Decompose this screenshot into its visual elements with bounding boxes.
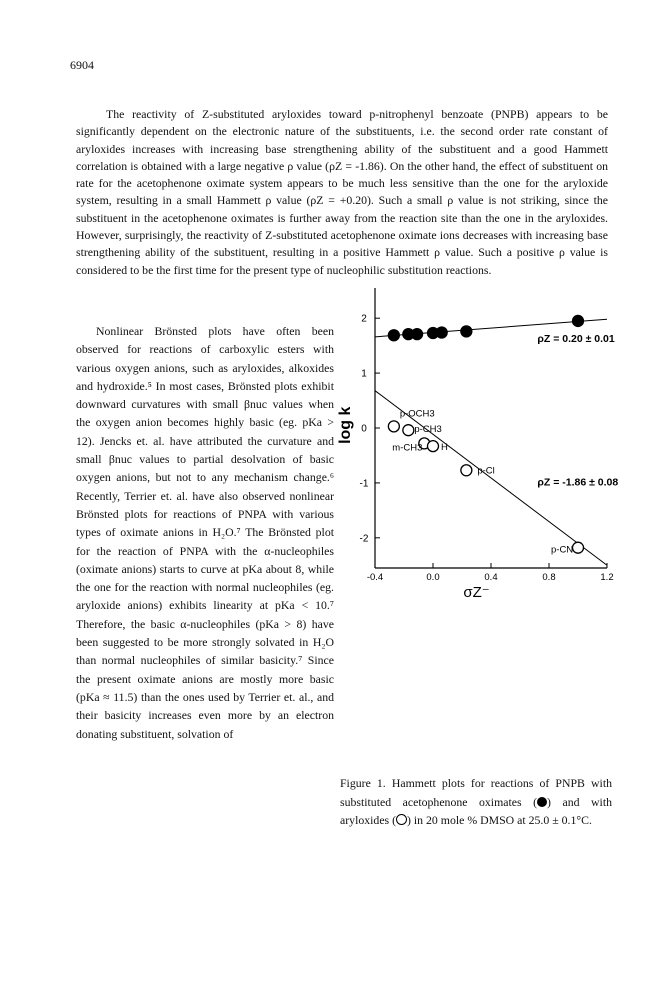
filled-data-point: [573, 315, 584, 326]
y-axis-label: log k: [337, 406, 354, 444]
y-tick-label: -2: [359, 533, 369, 545]
rho-annotation: ρZ = -1.86 ± 0.08: [537, 476, 619, 489]
paragraph-bronsted: [76, 322, 334, 743]
open-data-point: [428, 441, 439, 452]
filled-data-point: [412, 329, 423, 340]
open-data-point: [388, 421, 399, 432]
hammett-plot: [330, 268, 620, 773]
y-tick-label: 0: [361, 423, 367, 435]
y-tick-label: 1: [361, 368, 367, 380]
x-tick-label: 1.2: [600, 572, 614, 583]
point-label: m-CH3: [392, 442, 423, 454]
y-tick-label: 2: [361, 313, 367, 325]
y-tick-label: -1: [359, 478, 369, 490]
caption-part2: ) and with aryloxides (: [340, 794, 612, 827]
filled-data-point: [388, 330, 399, 341]
open-data-point: [403, 425, 414, 436]
figure-caption: [340, 774, 612, 830]
point-label: p-CN: [551, 544, 574, 556]
open-data-point: [573, 542, 584, 553]
caption-part3: ) in 20 mole % DMSO at 25.0 ± 0.1°C.: [407, 813, 592, 827]
rho-annotation: ρZ = 0.20 ± 0.01: [537, 332, 615, 345]
point-label: H: [441, 442, 448, 454]
x-tick-label: 0.8: [542, 572, 556, 583]
point-label: p-Cl: [477, 465, 495, 477]
x-tick-label: -0.4: [366, 572, 384, 583]
paragraph-text: Nonlinear Brönsted plots have often been observed for reactions of carboxylic esters with various oxygen anions, such as aryloxides, alkoxides and hydroxide.⁵ In most cases, Brönsted plots exhibit downward curvatures with small βnuc values when the oxygen anion becomes highly basic (eg. pKa > 12). Jencks et. al. have attributed the curvature and small βnuc values to partial desolvation of basic oxygen anions, but not to any mechanism change.⁶ Recently, Terrier et. al. have also observed nonlinear Brönsted plots for reactions of PNPA with various types of oximate anions in H₂O.⁷ The Brönsted plot for the reaction of PNPA with the α-nucleophiles (oximate anions) starts to curve at pKa about 8, while the one for the reaction with normal nucleophiles (eg. aryloxide anions) exhibits linearity at pKa < 10.⁷ Therefore, the basic α-nucleophiles (pKa > 8) have been suggested to be more strongly solvated in H₂O than normal nucleophiles of similar basicity.⁷ Since the present oximate anions are mostly more basic (pKa ≈ 11.5) than the ones used by Terrier et. al., and their basicity increases even more by an electron donating substituent, solvation of: [76, 324, 334, 741]
filled-data-point: [436, 327, 447, 338]
paragraph-text: The reactivity of Z-substituted aryloxides toward p-nitrophenyl benzoate (PNPB) appears to be significantly dependent on the electronic nature of the substituents, i.e. the second order rate constant of aryloxides increases with increasing base strengthening ability of the substituent and a good Hammett correlation is obtained with a large negative ρ value (ρZ = -1.86). On the other hand, the effect of substituent on rate for the acetophenone oximate system appears to be much less sensitive than the one for the aryloxide system, resulting in a small Hammett ρ value (ρZ = +0.20). Such a small ρ value is not striking, since the substituent in the acetophenone oximates is further away from the reaction site than the one in the aryloxides. However, surprisingly, the reactivity of Z-substituted acetophenone oximate ions decreases with increasing base strengthening ability of the substituent, resulting in a positive Hammett ρ value. Such a positive ρ value is considered to be the first time for the present type of nucleophilic substitution reactions.: [76, 107, 608, 277]
paragraph-hammett: [76, 106, 608, 279]
plot-area: [337, 288, 618, 601]
filled-circle-icon: [537, 797, 547, 807]
point-label: p-OCH3: [399, 408, 435, 420]
x-axis-label: σZ⁻: [463, 584, 490, 601]
caption-part1: Figure 1. Hammett plots for reactions of PNPB with substituted acetophenone oximates (: [340, 776, 612, 809]
page-number: 6904: [70, 58, 94, 72]
open-circle-icon: [396, 814, 407, 825]
x-tick-label: 0.0: [426, 572, 440, 583]
open-data-point: [461, 465, 472, 476]
x-tick-label: 0.4: [484, 572, 498, 583]
filled-data-point: [461, 326, 472, 337]
point-label: p-CH3: [414, 424, 442, 436]
